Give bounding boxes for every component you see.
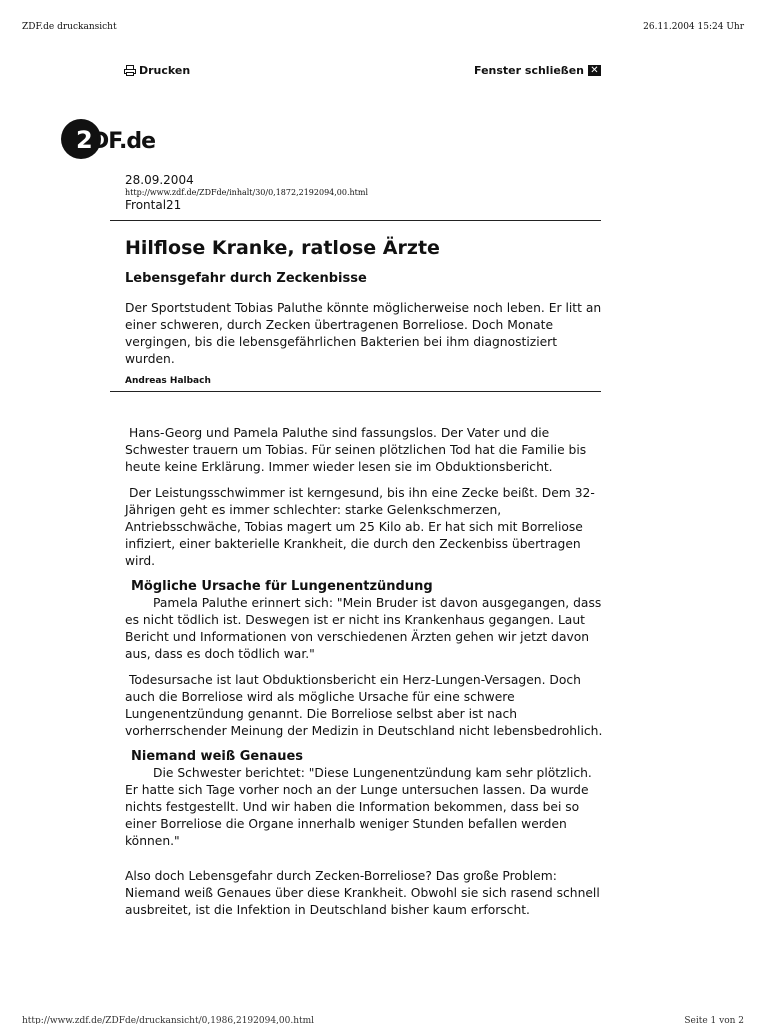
print-footer-page: Seite 1 von 2: [684, 1016, 744, 1024]
article-url: http://www.zdf.de/ZDFde/inhalt/30/0,1872,2192094,00.html: [125, 188, 369, 197]
svg-text:2: 2: [76, 126, 93, 154]
print-header: [22, 22, 744, 36]
close-window-button[interactable]: [474, 64, 601, 77]
print-header-title: ZDF.de druckansicht: [22, 22, 117, 32]
section-heading: Niemand weiß Genaues: [131, 749, 304, 764]
divider: [110, 391, 601, 392]
print-button[interactable]: [124, 64, 190, 77]
paragraph: Also doch Lebensgefahr durch Zecken-Borreliose? Das große Problem: Niemand weiß Genaues über diese Krankheit. Obwohl sie sich rasend schnell ausbreitet, ist die Infektion in Deutschland bisher kaum erforscht.: [125, 869, 600, 917]
close-window-label: Fenster schließen: [474, 64, 584, 77]
paragraph: Der Leistungsschwimmer ist kerngesund, bis ihn eine Zecke beißt. Dem 32-Jährigen geht es immer schlechter: starke Gelenkschmerzen, Antriebsschwäche, Tobias magert um 25 Kilo ab. Er hat sich mit Borreliose infiziert, einer bakterielle Krankheit, die durch den Zeckenbiss übertragen wird.: [125, 486, 595, 568]
article-section: Frontal21: [125, 198, 182, 212]
print-footer-url: http://www.zdf.de/ZDFde/druckansicht/0,1986,2192094,00.html: [22, 1016, 315, 1024]
paragraph: Die Schwester berichtet: "Diese Lungenentzündung kam sehr plötzlich. Er hatte sich Tage vorher noch an der Lunge untersuchen lassen. Da wurde nichts festgestellt. Und wir haben die Information bekommen, dass bei so einer Borreliose die Organe innerhalb weniger Stunden befallen werden können.": [125, 766, 592, 848]
paragraph: Pamela Paluthe erinnert sich: "Mein Bruder ist davon ausgegangen, dass es nicht tödlich ist. Deswegen ist er nicht ins Krankenhaus gegangen. Laut Bericht und Informationen von verschiedenen Ärzten gehen wir jetzt davon aus, dass es doch tödlich war.": [125, 596, 602, 661]
article-body: [125, 425, 605, 928]
article-teaser: Der Sportstudent Tobias Paluthe könnte möglicherweise noch leben. Er litt an einer schweren, durch Zecken übertragenen Borreliose. Doch Monate vergingen, bis die lebensgefährlichen Bakterien bei ihm diagnostiziert wurden.: [125, 301, 602, 366]
article-meta: [125, 173, 601, 213]
printer-icon: [124, 65, 136, 76]
print-footer: [22, 1014, 744, 1024]
article-author: Andreas Halbach: [125, 376, 211, 386]
paragraph: Todesursache ist laut Obduktionsbericht ein Herz-Lungen-Versagen. Doch auch die Borreliose wird als mögliche Ursache für eine schwere Lungenentzündung genannt. Die Borreliose selbst aber ist nach vorherrschender Meinung der Medizin in Deutschland nicht lebensbedrohlich.: [125, 673, 603, 738]
paragraph: Hans-Georg und Pamela Paluthe sind fassungslos. Der Vater und die Schwester trauern um Tobias. Für seinen plötzlichen Tod hat die Familie bis heute keine Erklärung. Immer wieder lesen sie im Obduktionsbericht.: [125, 426, 587, 474]
zdf-logo: [60, 118, 180, 160]
article-subtitle: Lebensgefahr durch Zeckenbisse: [125, 271, 367, 286]
print-header-datetime: 26.11.2004 15:24 Uhr: [643, 22, 744, 32]
article-date: 28.09.2004: [125, 173, 194, 187]
print-toolbar: [110, 64, 601, 80]
divider: [110, 220, 601, 221]
section-heading: Mögliche Ursache für Lungenentzündung: [131, 579, 433, 594]
print-label: Drucken: [139, 64, 191, 77]
close-icon: ✕: [588, 65, 601, 76]
article-title: Hilflose Kranke, ratlose Ärzte: [125, 237, 440, 259]
svg-text:DF.de: DF.de: [91, 129, 156, 154]
